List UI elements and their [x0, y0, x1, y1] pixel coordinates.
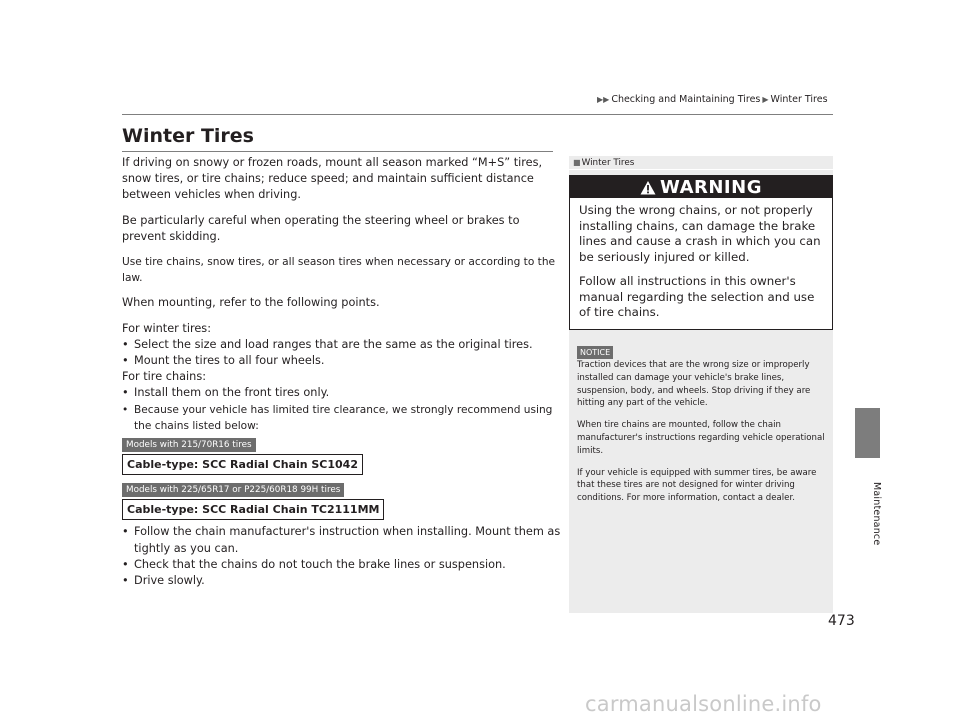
warning-text — [579, 203, 827, 330]
bullet-icon: • — [122, 386, 129, 400]
warning-paragraph: Using the wrong chains, or not properly installing chains, can damage the brake lines and cause a crash in which you can be seriously injured or killed. — [579, 203, 821, 264]
warning-paragraph: Follow all instructions in this owner's manual regarding the selection and use of tire chains. — [579, 274, 815, 319]
notice-badge: NOTICE — [577, 346, 613, 359]
section-tab-label: Maintenance — [871, 482, 882, 546]
breadcrumb — [597, 94, 828, 105]
breadcrumb-arrow-icon: ▶▶ — [597, 95, 610, 104]
warning-triangle-icon — [640, 180, 656, 195]
model-tag: Models with 215/70R16 tires — [122, 438, 256, 452]
bullet-icon: • — [122, 525, 129, 539]
list-item: • Select the size and load ranges that are the same as the original tires. — [122, 337, 562, 353]
bullet-icon: • — [122, 403, 129, 416]
side-note: If your vehicle is equipped with summer tires, be aware that these tires are not designed for winter driving conditions. For more information, contact a dealer. — [577, 467, 817, 504]
page-number: 473 — [828, 613, 855, 629]
side-note: When tire chains are mounted, follow the chain manufacturer's instructions regarding vehicle operational limits. — [577, 420, 825, 456]
notice-text: Traction devices that are the wrong size or improperly installed can damage your vehicle's brake lines, suspension, body, and wheels. Stop driving if they are hitting any part of the vehicle. — [577, 360, 811, 409]
page-title: Winter Tires — [122, 125, 254, 147]
breadcrumb-item[interactable]: Checking and Maintaining Tires — [611, 94, 761, 105]
bullet-icon: • — [122, 574, 129, 588]
breadcrumb-item[interactable]: Winter Tires — [770, 94, 828, 105]
list-item: • Check that the chains do not touch the brake lines or suspension. — [122, 557, 562, 573]
breadcrumb-arrow-icon: ▶ — [762, 95, 769, 104]
bullet-icon: • — [122, 557, 129, 571]
paragraph: Use tire chains, snow tires, or all season tires when necessary or according to the law. — [122, 256, 556, 285]
bullet-icon: • — [122, 354, 129, 368]
chain-spec-box: Cable-type: SCC Radial Chain SC1042 — [122, 454, 363, 475]
header-divider — [122, 114, 833, 115]
watermark: carmanualsonline.info — [585, 692, 822, 716]
list-item: • Drive slowly. — [122, 573, 562, 589]
reference-icon: ■ — [573, 158, 581, 167]
main-content — [122, 155, 562, 589]
section-tab-marker — [855, 408, 880, 458]
tire-chains-heading: For tire chains: — [122, 370, 207, 384]
list-item: • Mount the tires to all four wheels. — [122, 353, 562, 369]
chain-spec-box: Cable-type: SCC Radial Chain TC2111MM — [122, 499, 384, 520]
paragraph: Be particularly careful when operating the steering wheel or brakes to prevent skidding. — [122, 213, 520, 243]
paragraph: If driving on snowy or frozen roads, mount all season marked “M+S” tires, snow tires, or tire chains; reduce speed; and maintain sufficient distance between vehicles when driving. — [122, 156, 543, 202]
bullet-icon: • — [122, 337, 129, 351]
list-item: • Follow the chain manufacturer's instruction when installing. Mount them as tightly as you can. — [122, 524, 562, 556]
title-divider — [122, 151, 553, 152]
paragraph: When mounting, refer to the following points. — [122, 296, 380, 310]
list-item: • Install them on the front tires only. — [122, 385, 562, 401]
side-notes-heading: ■Winter Tires — [573, 158, 635, 168]
list-item: • Because your vehicle has limited tire clearance, we strongly recommend using the chains listed below: — [122, 402, 562, 434]
side-notes-text — [577, 359, 829, 514]
warning-header — [570, 176, 832, 198]
winter-tires-heading: For winter tires: — [122, 321, 212, 335]
model-tag: Models with 225/65R17 or P225/60R18 99H tires — [122, 483, 344, 497]
side-heading-divider — [569, 169, 833, 170]
warning-label: WARNING — [660, 176, 762, 198]
